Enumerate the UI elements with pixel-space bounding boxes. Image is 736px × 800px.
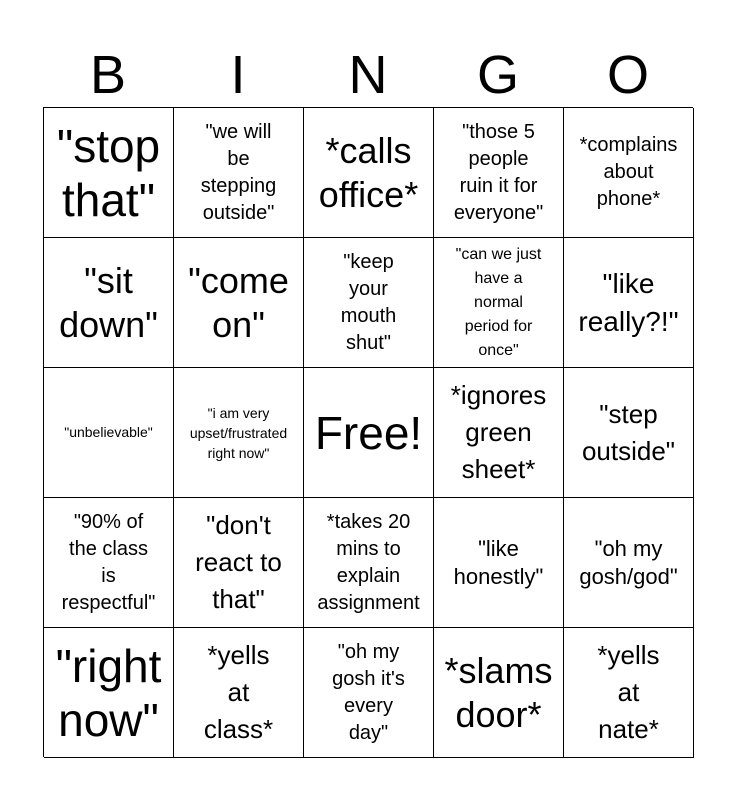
cell-text: "come on" bbox=[188, 259, 289, 345]
cell-text: "don't react to that" bbox=[195, 510, 282, 614]
bingo-cell bbox=[44, 368, 174, 498]
bingo-cell bbox=[174, 238, 304, 368]
bingo-cell bbox=[564, 368, 694, 498]
cell-text: "like honestly" bbox=[453, 535, 544, 589]
cell-text: "right now" bbox=[55, 639, 162, 746]
bingo-cell bbox=[564, 498, 694, 628]
bingo-cell bbox=[44, 108, 174, 238]
free-space bbox=[304, 368, 434, 498]
cell-text: "step outside" bbox=[581, 398, 676, 466]
cell-text: "those 5 people ruin it for everyone" bbox=[453, 120, 544, 224]
cell-text: "oh my gosh/god" bbox=[579, 535, 678, 589]
bingo-cell bbox=[434, 498, 564, 628]
bingo-cell bbox=[564, 108, 694, 238]
cell-text: "i am very upset/frustrated right now" bbox=[189, 404, 288, 461]
bingo-cell bbox=[174, 498, 304, 628]
bingo-cell bbox=[564, 628, 694, 758]
header-letter-n: N bbox=[348, 45, 388, 105]
cell-text: "oh my gosh it's every day" bbox=[332, 640, 405, 744]
bingo-cell bbox=[174, 628, 304, 758]
cell-text: "can we just have a normal period for once" bbox=[455, 245, 542, 359]
bingo-header bbox=[43, 44, 693, 106]
bingo-cell bbox=[304, 628, 434, 758]
header-letter-o: O bbox=[606, 45, 649, 105]
bingo-cell bbox=[304, 238, 434, 368]
header-letter-b: B bbox=[89, 45, 127, 105]
bingo-cell bbox=[44, 238, 174, 368]
free-space-text: Free! bbox=[314, 406, 423, 459]
bingo-cell bbox=[304, 108, 434, 238]
header-letter-g: G bbox=[476, 45, 519, 105]
cell-text: *takes 20 mins to explain assignment bbox=[317, 510, 420, 614]
bingo-cell bbox=[434, 628, 564, 758]
cell-text: *yells at nate* bbox=[597, 640, 660, 744]
cell-text: "like really?!" bbox=[578, 267, 679, 337]
bingo-cell bbox=[174, 108, 304, 238]
cell-text: "stop that" bbox=[56, 119, 161, 226]
cell-text: *slams door* bbox=[444, 649, 553, 735]
cell-text: *calls office* bbox=[318, 129, 419, 215]
bingo-cell bbox=[434, 368, 564, 498]
bingo-cell bbox=[434, 238, 564, 368]
cell-text: *yells at class* bbox=[203, 640, 274, 744]
cell-text: "sit down" bbox=[59, 259, 158, 345]
cell-text: *complains about phone* bbox=[579, 134, 678, 210]
bingo-cell bbox=[564, 238, 694, 368]
bingo-cell bbox=[44, 498, 174, 628]
header-letter-i: I bbox=[230, 45, 246, 105]
bingo-grid bbox=[43, 107, 693, 757]
cell-text: *ignores green sheet* bbox=[450, 380, 547, 484]
cell-text: "90% of the class is respectful" bbox=[61, 510, 156, 614]
bingo-cell bbox=[174, 368, 304, 498]
bingo-cell bbox=[304, 498, 434, 628]
cell-text: "unbelievable" bbox=[64, 424, 153, 440]
bingo-cell bbox=[434, 108, 564, 238]
cell-text: "we will be stepping outside" bbox=[200, 120, 277, 224]
cell-text: "keep your mouth shut" bbox=[340, 250, 397, 354]
bingo-cell bbox=[44, 628, 174, 758]
